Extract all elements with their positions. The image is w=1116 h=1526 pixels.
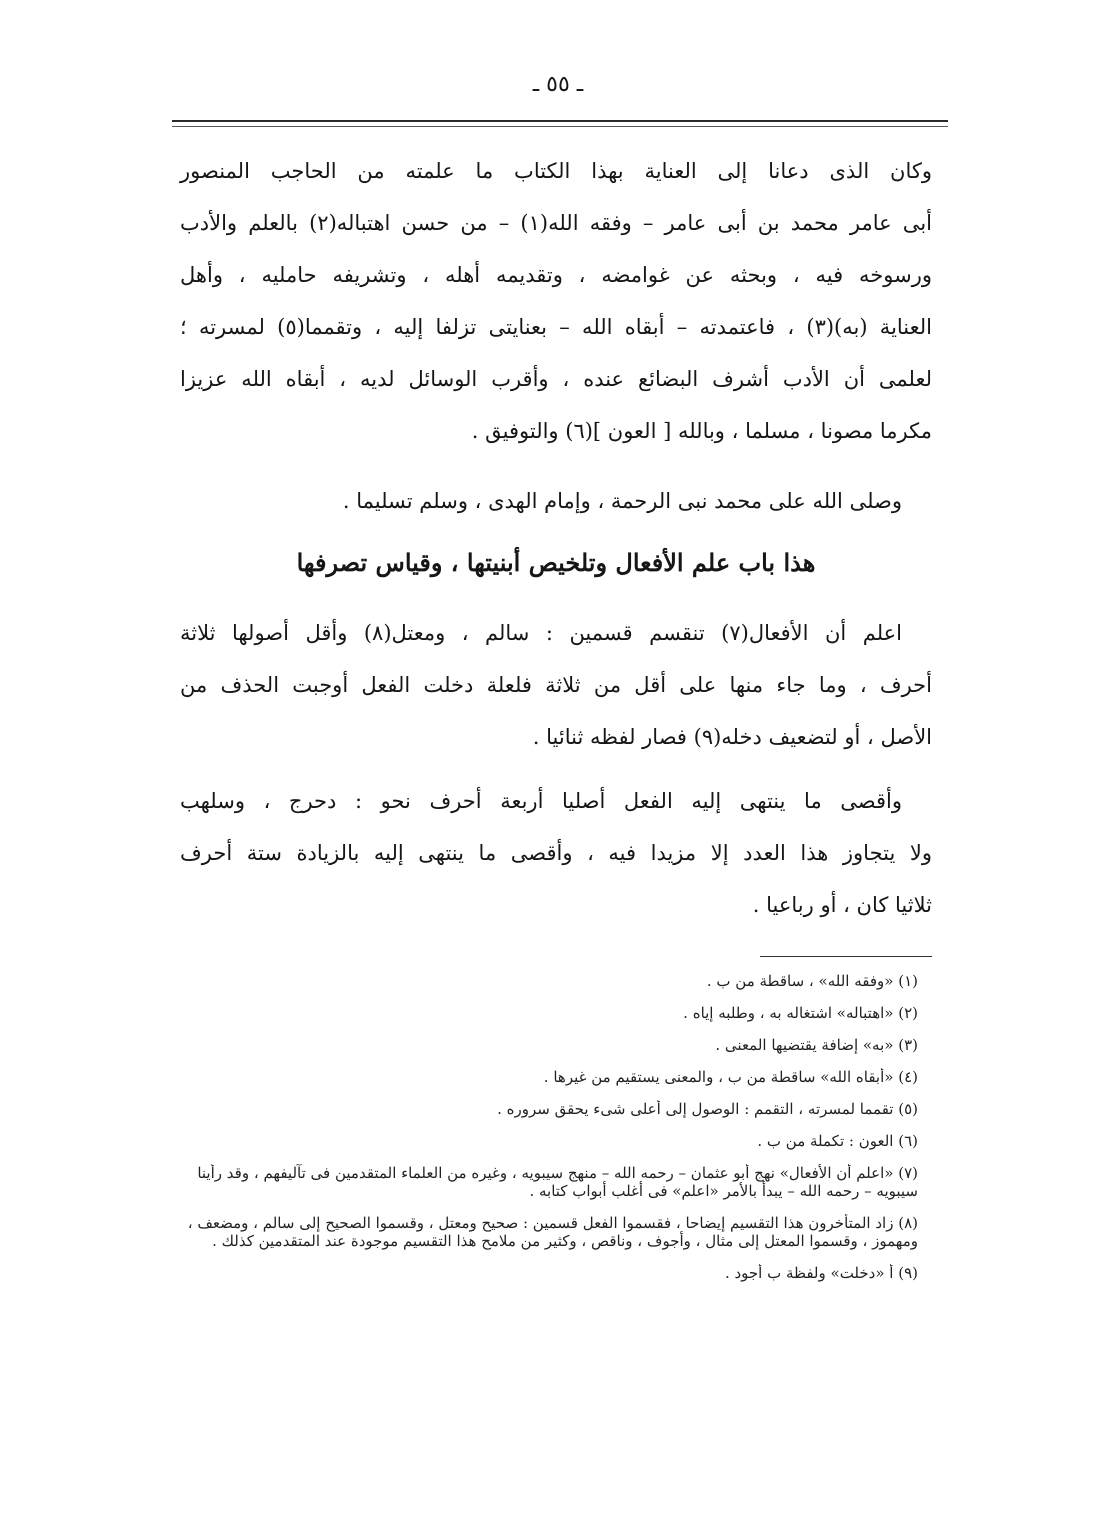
paragraph-2-line: وصلى الله على محمد نبى الرحمة ، وإمام الهدى ، وسلم تسليما .	[342, 489, 902, 513]
footnote: (٢) «اهتباله» اشتغاله به ، وطلبه إياه .	[683, 1004, 918, 1022]
footnote: (٥) تقمما لمسرته ، التقمم : الوصول إلى أعلى شىء يحقق سروره .	[497, 1100, 918, 1118]
paragraph-1-line: ورسوخه فيه ، وبحثه عن غوامضه ، وتقديمه أهله ، وتشريفه حامليه ، وأهل	[180, 263, 932, 287]
paragraph-3-line: أحرف ، وما جاء منها على أقل من ثلاثة فلعلة دخلت الفعل أوجبت الحذف من	[180, 673, 932, 697]
paragraph-4-line: ولا يتجاوز هذا العدد إلا مزيدا فيه ، وأقصى ما ينتهى إليه بالزيادة ستة أحرف	[180, 841, 932, 865]
page-number: ـ ٥٥ ـ	[532, 72, 584, 97]
footnote: (٤) «أبقاه الله» ساقطة من ب ، والمعنى يستقيم من غيرها .	[543, 1068, 918, 1086]
paragraph-4-line: ثلاثيا كان ، أو رباعيا .	[752, 893, 932, 917]
header-rule	[172, 120, 948, 122]
paragraph-4-line: وأقصى ما ينتهى إليه الفعل أصليا أربعة أحرف نحو : دحرج ، وسلهب	[180, 789, 902, 813]
section-heading: هذا باب علم الأفعال وتلخيص أبنيتها ، وقياس تصرفها	[296, 548, 816, 577]
footnote: (٨) زاد المتأخرون هذا التقسيم إيضاحا ، فقسموا الفعل قسمين : صحيح ومعتل ، وقسموا الصحيح إلى سالم ، ومضعف ، ومهموز ، وقسموا المعتل إلى مثال ، وأجوف ، وناقص ، وكثير من ملامح هذا التقسيم موجودة عند المتقدمين كذلك .	[187, 1214, 918, 1250]
footnote: (١) «وفقه الله» ، ساقطة من ب .	[706, 972, 918, 990]
paragraph-1	[180, 160, 932, 472]
paragraph-2	[180, 490, 932, 542]
footnote: (٦) العون : تكملة من ب .	[757, 1132, 918, 1150]
paragraph-1-line: العناية (به)(٣) ، فاعتمدته – أبقاه الله – بعنايتى تزلفا إليه ، وتقمما(٥) لمسرته ؛	[180, 315, 933, 339]
footnote: (٧) «اعلم أن الأفعال» نهج أبو عثمان – رحمه الله – منهج سيبويه ، وغيره من العلماء المتقدمين فى تآليفهم ، وقد رأينا سيبويه – رحمه الله – يبدأ بالأمر «اعلم» فى أغلب أبواب كتابه .	[197, 1164, 918, 1200]
paragraph-1-line: وكان الذى دعانا إلى العناية بهذا الكتاب ما علمته من الحاجب المنصور	[180, 159, 932, 183]
footnotes	[176, 972, 932, 1296]
paragraph-1-line: أبى عامر محمد بن أبى عامر – وفقه الله(١) – من حسن اهتباله(٢) بالعلم والأدب	[180, 211, 932, 235]
paragraph-3-line: الأصل ، أو لتضعيف دخله(٩) فصار لفظه ثنائيا .	[532, 725, 932, 749]
header-rule-thin	[172, 126, 948, 127]
paragraph-1-line: مكرما مصونا ، مسلما ، وبالله [ العون ](٦) والتوفيق .	[471, 419, 932, 443]
paragraph-3	[180, 622, 932, 778]
paragraph-1-line: لعلمى أن الأدب أشرف البضائع عنده ، وأقرب الوسائل لديه ، أبقاه الله عزيزا	[180, 367, 932, 391]
paragraph-3-line: اعلم أن الأفعال(٧) تنقسم قسمين : سالم ، ومعتل(٨) وأقل أصولها ثلاثة	[180, 621, 903, 645]
footnote-rule	[760, 956, 932, 957]
footnote: (٣) «به» إضافة يقتضيها المعنى .	[715, 1036, 918, 1054]
paragraph-4	[180, 790, 932, 946]
footnote: (٩) أ «دخلت» ولفظة ب أجود .	[724, 1264, 918, 1282]
